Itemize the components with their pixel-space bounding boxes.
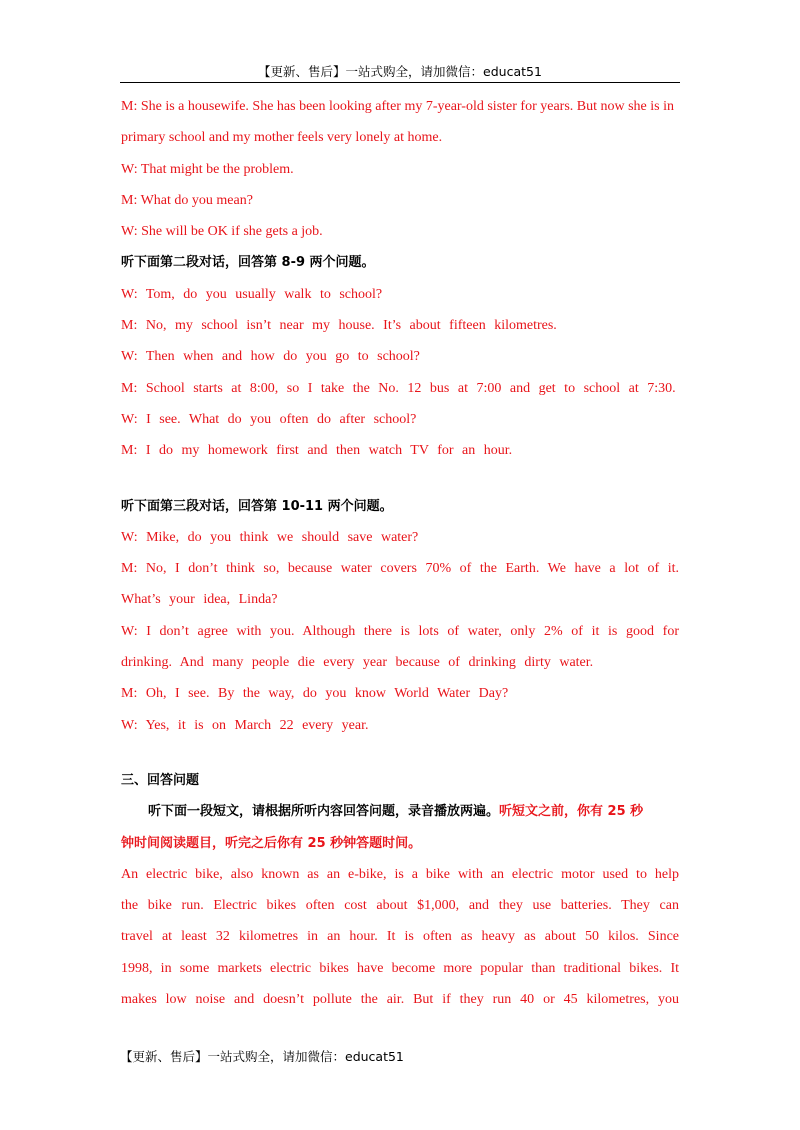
page-footer: 【更新、售后】一站式购全，请加微信：educat51: [120, 1049, 404, 1064]
dialogue-line: W: She will be OK if she gets a job.: [121, 224, 323, 240]
dialogue-line: W: I see. What do you often do after school?: [121, 411, 417, 427]
instruction-timing-text: 听短文之前，你有 25 秒: [499, 804, 644, 820]
dialogue-line: What’s your idea, Linda?: [121, 592, 278, 608]
page-header: 【更新、售后】一站式购全，请加微信：educat51: [258, 64, 542, 79]
dialogue-line: primary school and my mother feels very lonely at home.: [121, 130, 443, 146]
dialogue-line: M: No, my school isn’t near my house. It’s about fifteen kilometres.: [121, 318, 557, 334]
section-heading-dialogue-3: 听下面第三段对话，回答第 10-11 两个问题。: [121, 498, 393, 514]
dialogue-line: W: Tom, do you usually walk to school?: [121, 286, 383, 302]
dialogue-line: M: Oh, I see. By the way, do you know World Water Day?: [121, 686, 509, 702]
dialogue-line: M: I do my homework first and then watch TV for an hour.: [121, 443, 513, 459]
dialogue-line: M: School starts at 8:00, so I take the No. 12 bus at 7:00 and get to school at 7:30.: [121, 380, 676, 396]
dialogue-line: W: Yes, it is on March 22 every year.: [121, 717, 369, 733]
document-body: [121, 91, 679, 1015]
passage-line: makes low noise and doesn’t pollute the air. But if they run 40 or 45 kilometres, you: [121, 992, 679, 1008]
dialogue-line: M: No, I don’t think so, because water covers 70% of the Earth. We have a lot of it.: [121, 561, 679, 577]
spacer: [121, 741, 679, 765]
part-title: 三、回答问题: [121, 772, 200, 788]
dialogue-line: W: Then when and how do you go to school?: [121, 349, 420, 365]
passage-line: the bike run. Electric bikes often cost about $1,000, and they use batteries. They can: [121, 898, 679, 914]
dialogue-line: W: I don’t agree with you. Although there is lots of water, only 2% of it is good for: [121, 623, 679, 639]
instruction-text: 听下面一段短文，请根据所听内容回答问题，录音播放两遍。: [148, 804, 500, 820]
passage-line: 1998, in some markets electric bikes have become more popular than traditional bikes. It: [121, 960, 679, 976]
dialogue-line: M: She is a housewife. She has been looking after my 7-year-old sister for years. But now she is in: [121, 99, 674, 114]
dialogue-line: W: Mike, do you think we should save water?: [121, 529, 419, 545]
dialogue-line: drinking. And many people die every year because of drinking dirty water.: [121, 655, 594, 671]
passage-line: An electric bike, also known as an e-bike, is a bike with an electric motor used to help: [121, 866, 679, 882]
part-instruction: [121, 796, 679, 827]
spacer: [121, 467, 679, 491]
header-divider: [120, 82, 680, 83]
dialogue-line: W: That might be the problem.: [121, 161, 294, 177]
passage-line: travel at least 32 kilometres in an hour. It is often as heavy as about 50 kilos. Since: [121, 929, 679, 945]
instruction-timing-text: 钟时间阅读题目，听完之后你有 25 秒钟答题时间。: [121, 835, 422, 851]
section-heading-dialogue-2: 听下面第二段对话，回答第 8-9 两个问题。: [121, 255, 375, 271]
dialogue-line: M: What do you mean?: [121, 192, 253, 208]
part-instruction-continued: [121, 828, 679, 859]
